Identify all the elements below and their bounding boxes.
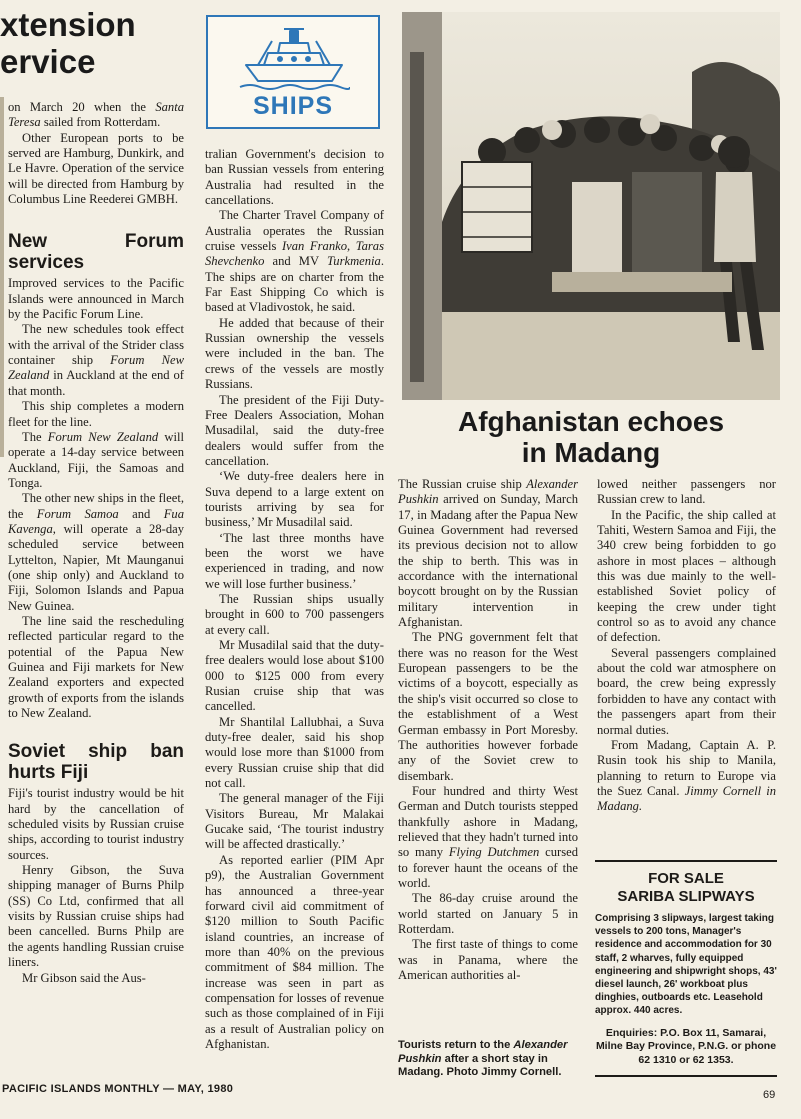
paragraph: The general manager of the Fiji Visitors Bureau, Mr Malakai Gucake said, ‘The tourist industry will be affected drastically.’ [205, 791, 384, 852]
paragraph: The first taste of things to come was in Panama, where the American authorities al- [398, 937, 578, 982]
paragraph: ‘The last three months have been the worst we have experienced in trading, and now we will lose further business.’ [205, 530, 384, 591]
paragraph: tralian Government's decision to ban Russian vessels from entering Australia had resulted in the cancellations. [205, 147, 384, 208]
page-gutter-shadow [0, 97, 4, 457]
divider [595, 860, 777, 862]
crowd-photo [402, 12, 780, 400]
paragraph: lowed neither passengers nor Russian crew to land. [597, 477, 776, 507]
ships-label: SHIPS [252, 92, 334, 120]
divider [595, 1075, 777, 1077]
headline-line-2: in Madang [521, 437, 661, 468]
paragraph: The Russian cruise ship Alexander Pushkin arrived on Sunday, March 17, in Madang after the Papua New Guinea Government had reversed its previous decision not to allow the ship to berth. This was in accordance with the international boycott brought on by the Russian military intervention in Afghanistan. [398, 477, 578, 630]
column-4 [597, 477, 776, 815]
for-sale-description: Comprising 3 slipways, largest taking vessels to 200 tons, Manager's residence and accommodation for 30 staff, 2 wharves, fully equipped engineering and shipwright shops, 43' diesel launch, 26' workboat plus dinghies, outboards etc. Leasehold approx. 440 acres. [595, 913, 777, 1017]
paragraph: Several passengers complained about the cold war atmosphere on board, the crew being expressly forbidden to have any contact with the passengers apart from their normal duties. [597, 645, 776, 737]
for-sale-title: FOR SALE SARIBA SLIPWAYS [617, 870, 755, 905]
column-1 [8, 100, 184, 986]
column-2 [205, 147, 384, 1052]
paragraph: Henry Gibson, the Suva shipping manager of Burns Philp (SS) Co Ltd, confirmed that all visits by Russian cruise ships had been cancelled. Burns Philp are the agents handling Russian cruise liners. [8, 863, 184, 970]
ship-icon [238, 21, 350, 93]
paragraph: Mr Shantilal Lallubhai, a Suva duty-free dealer, said his shop would lose more than $1000 from every Russian cruise ship that did not call. [205, 714, 384, 791]
ships-section-logo [206, 15, 380, 129]
paragraph: This ship completes a modern fleet for the line. [8, 399, 184, 429]
paragraph: From Madang, Captain A. P. Rusin took his ship to Manila, planning to return to Europe via the Suez Canal. Jimmy Cornell in Madang. [597, 737, 776, 814]
paragraph: Mr Gibson said the Aus- [22, 970, 146, 985]
paragraph: Four hundred and thirty West German and Dutch tourists stepped thankfully ashore in Madang, relieved that they hadn't turned into so many Flying Dutchmen cursed to forever haunt the oceans of the world. [398, 783, 578, 890]
paragraph: The Russian ships usually brought in 600 to 700 passengers at every call. [205, 591, 384, 637]
paragraph: Mr Musadilal said that the duty-free dealers would lose about $100 000 to $125 000 from every Rusian cruise ship that was cancelled. [205, 638, 384, 714]
paragraph: Improved services to the Pacific Islands were announced in March by the Pacific Forum Line. [8, 276, 184, 322]
paragraph: The Charter Travel Company of Australia operates the Russian cruise vessels Ivan Franko, Taras Shevchenko and MV Turkmenia. The ships are on charter from the Far East Shipping Co which is based at Vladivostok, he said. [205, 208, 385, 315]
page-number: 69 [763, 1089, 776, 1101]
paragraph: The PNG government felt that there was no reason for the West European passengers to be the victims of a boycott, especially as the ship's visit occurred so close to the establishment of a West German embassy in Port Moresby. The authorities however forbade any of the Soviet crew to disembark. [398, 630, 578, 783]
byline: Jimmy Cornell in Madang. [597, 783, 776, 814]
extension-service-heading [0, 6, 200, 80]
paragraph: The president of the Fiji Duty-Free Dealers Association, Mohan Musadilal, said the duty-free dealers would suffer from the cancellation. [205, 392, 384, 468]
photo-illustration [402, 12, 780, 400]
paragraph: Fiji's tourist industry would be hit hard by the cancellation of scheduled visits by Russian cruise ships, according to tourist industry sources. [8, 786, 184, 862]
paragraph: The other new ships in the fleet, the Forum Samoa and Fua Kavenga, will operate a 28-day scheduled service between Lyttelton, Napier, Mt Maunganui (one ship only) and Auckland to Fiji, Solomon Islands and Papua New Guinea. [8, 491, 184, 613]
for-sale-enquiries: Enquiries: P.O. Box 11, Samarai, Milne Bay Province, P.N.G. or phone 62 1310 or 62 1353. [595, 1026, 777, 1066]
masthead-footer: PACIFIC ISLANDS MONTHLY — MAY, 1980 [2, 1083, 234, 1095]
afghanistan-headline [402, 406, 780, 468]
photo-caption: Tourists return to the Alexander Pushkin after a short stay in Madang. Photo Jimmy Cornell. [398, 1039, 568, 1078]
paragraph: The new schedules took effect with the arrival of the Strider class container ship Forum New Zealand in Auckland at the end of that month. [8, 322, 184, 398]
headline-line-1: Afghanistan echoes [457, 406, 725, 437]
paragraph: ‘We duty-free dealers here in Suva depend to a large extent on tourists arriving by sea for business,’ Mr Musadilal said. [205, 469, 384, 530]
paragraph: The Forum New Zealand will operate a 14-day service between Auckland, Fiji, the Samoas and Tonga. [8, 429, 184, 490]
paragraph: As reported earlier (PIM Apr p9), the Australian Government has announced a three-year forward civil aid commitment of $120 million to South Pacific island countries, an increase of more than 40% on the previous commitment of $84 million. The increase was seen in part as compensation for losses of revenue such as those complained of in Fiji as a result of Australian policy on Afghanistan. [205, 852, 384, 1051]
paragraph: on March 20 when the Santa Teresa sailed from Rotterdam. [8, 100, 184, 130]
new-forum-heading: New Forum services [8, 231, 184, 274]
column-3 [398, 477, 578, 983]
paragraph: In the Pacific, the ship called at Tahiti, Western Samoa and Fiji, the 340 crew being forbidden to go ashore in most places – although this was due mainly to the well-established Soviet policy of keeping the crew under tight control so as to avoid any chance of defection. [597, 507, 776, 645]
soviet-ban-heading: Soviet ship ban hurts Fiji [8, 741, 184, 784]
paragraph: He added that because of their Russian ownership the vessels were included in the ban. The crews of the vessels are mostly Russians. [205, 315, 384, 392]
paragraph: The 86-day cruise around the world started on January 5 in Rotterdam. [398, 891, 578, 936]
paragraph: Other European ports to be served are Hamburg, Dunkirk, and Le Havre. Operation of the service will be directed from Hamburg by Columbus Line Reederei GMBH. [8, 130, 184, 207]
paragraph: The line said the rescheduling reflected particular regard to the potential of the Papua New Guinea and Fiji markets for New Zealand exporters and expected growth of exports from the islands to New Zealand. [8, 613, 184, 721]
heading-line-1: xtension [0, 6, 136, 43]
heading-line-2: ervice [0, 43, 96, 80]
for-sale-advert [595, 860, 777, 1077]
